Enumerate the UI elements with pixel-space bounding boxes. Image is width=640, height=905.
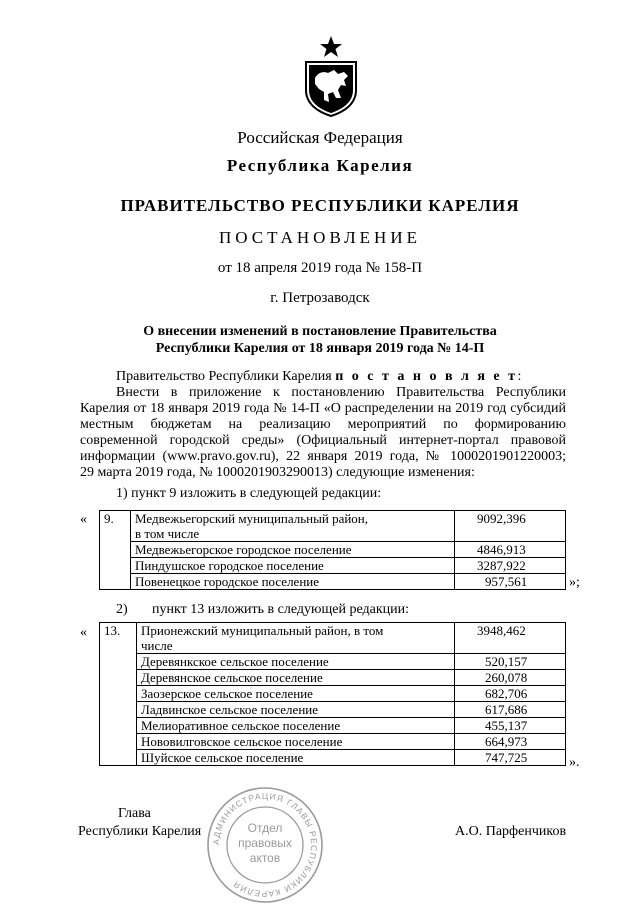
table-cell: 260,078 <box>455 670 566 686</box>
table-cell: 3948,462 <box>455 623 566 654</box>
table-row <box>100 574 566 590</box>
amendment-table-2 <box>99 622 566 766</box>
subject-line-2: Республики Карелия от 18 января 2019 года № 14-П <box>155 341 485 356</box>
government-title: ПРАВИТЕЛЬСТВО РЕСПУБЛИКИ КАРЕЛИЯ <box>120 196 520 215</box>
table-cell: 455,137 <box>455 718 566 734</box>
stamp-seal <box>206 786 324 904</box>
amendment-table-1 <box>99 510 566 590</box>
table-cell: 520,157 <box>455 654 566 670</box>
table-cell: 3287,922 <box>455 558 566 574</box>
table-cell: Заозерское сельское поселение <box>137 686 455 702</box>
republic-title: Республика Карелия <box>226 156 414 175</box>
table-row <box>100 511 566 542</box>
table-row <box>100 750 566 766</box>
paragraph-line: местным бюджетам на реализацию мероприятий по формированию <box>80 417 566 432</box>
table-cell: Прионежский муниципальный район, в том числе <box>137 623 455 654</box>
table-cell: Ладвинское сельское поселение <box>137 702 455 718</box>
table-row <box>100 702 566 718</box>
document-city: г. Петрозаводск <box>270 290 370 306</box>
open-quote: « <box>80 512 87 527</box>
stamp-line-1: Отдел <box>247 821 283 835</box>
document-type: ПОСТАНОВЛЕНИЕ <box>218 228 421 247</box>
list-item-1: 1) пункт 9 изложить в следующей редакции: <box>116 486 382 501</box>
table-cell: Нововилговское сельское поселение <box>137 734 455 750</box>
paragraph-line: Внести в приложение к постановлению Правительства Республики <box>116 385 566 400</box>
table-row <box>100 734 566 750</box>
subject-line-1: О внесении изменений в постановление Правительства <box>143 324 497 339</box>
close-quote: ». <box>569 755 580 770</box>
paragraph-line: информации (www.pravo.gov.ru), 22 января 2019 года, № 1000201901220003; <box>80 449 566 464</box>
signatory-name: А.О. Парфенчиков <box>455 824 567 839</box>
coat-of-arms-emblem <box>300 34 362 118</box>
table-row <box>100 558 566 574</box>
table-row <box>100 654 566 670</box>
table-row <box>100 718 566 734</box>
paragraph-line-last: 29 марта 2019 года, № 1000201903290013) следующие изменения: <box>80 465 475 480</box>
table-cell: Медвежьегорский муниципальный район, в том числе <box>131 511 455 542</box>
table-row <box>100 542 566 558</box>
signature-title-1: Глава <box>118 806 151 821</box>
table-row <box>100 623 566 654</box>
list-item-2-number: 2) <box>116 602 128 617</box>
signature-title-2: Республики Карелия <box>78 824 202 839</box>
table-cell: Медвежьегорское городское поселение <box>131 542 455 558</box>
table-cell: 9092,396 <box>455 511 566 542</box>
row-number-cell: 9. <box>100 511 131 590</box>
table-cell: 664,973 <box>455 734 566 750</box>
table-cell: Деревянкское сельское поселение <box>137 654 455 670</box>
table-cell: 682,706 <box>455 686 566 702</box>
table-cell: Пиндушское городское поселение <box>131 558 455 574</box>
table-cell: 747,725 <box>455 750 566 766</box>
close-quote: »; <box>569 575 580 590</box>
paragraph-line: современной городской среды» (Официальный интернет-портал правовой <box>80 433 566 448</box>
table-cell: 617,686 <box>455 702 566 718</box>
table-cell: 957,561 <box>455 574 566 590</box>
stamp-line-2: правовых <box>238 836 292 850</box>
intro-paragraph: Правительство Республики Карелия п о с т а н о в л я е т: <box>116 369 522 384</box>
table-cell: Деревянское сельское поселение <box>137 670 455 686</box>
table-cell: Шуйское сельское поселение <box>137 750 455 766</box>
open-quote: « <box>80 625 87 640</box>
table-cell: Мелиоративное сельское поселение <box>137 718 455 734</box>
document-date-number: от 18 апреля 2019 года № 158-П <box>217 260 423 276</box>
country-title: Российская Федерация <box>237 128 403 147</box>
table-cell: 4846,913 <box>455 542 566 558</box>
row-number-cell: 13. <box>100 623 137 766</box>
stamp-line-3: актов <box>249 851 281 865</box>
list-item-2-text: пункт 13 изложить в следующей редакции: <box>152 602 409 617</box>
paragraph-line: Карелия от 18 января 2019 года № 14-П «О распределении на 2019 год субсидий <box>80 401 566 416</box>
stamp-ring-text: АДМИНИСТРАЦИЯ ГЛАВЫ РЕСПУБЛИКИ КАРЕЛИЯ <box>210 790 320 900</box>
table-cell: Повенецкое городское поселение <box>131 574 455 590</box>
table-row <box>100 670 566 686</box>
table-row <box>100 686 566 702</box>
